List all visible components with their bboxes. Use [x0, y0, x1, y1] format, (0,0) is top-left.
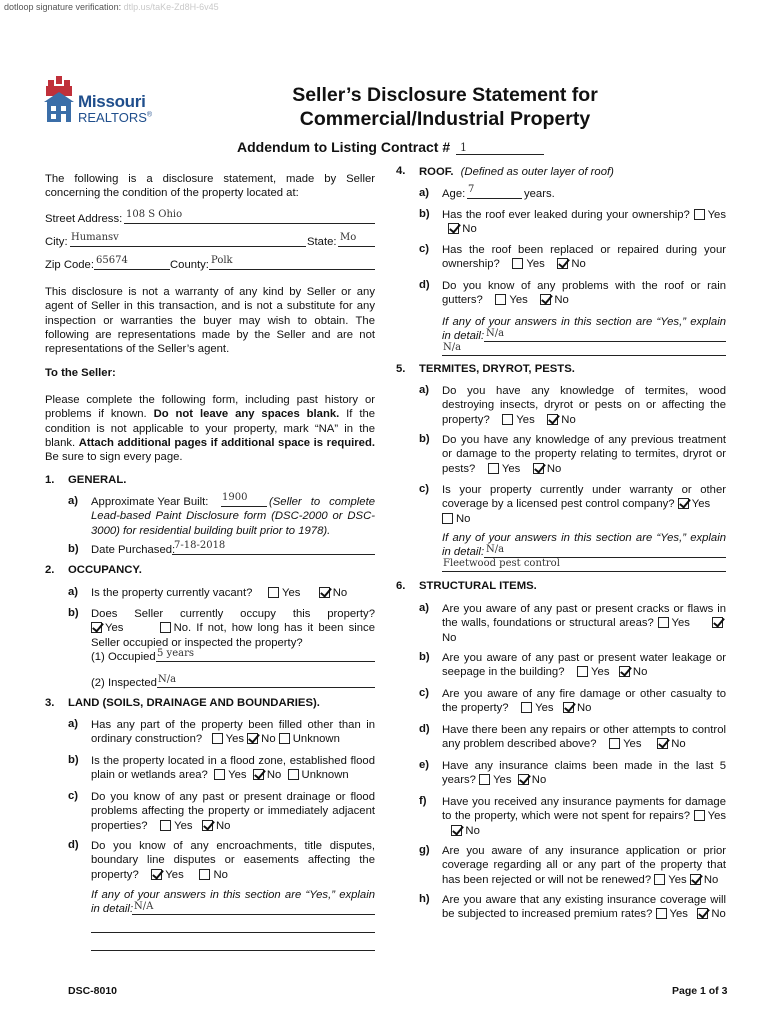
- s5-a-block: [442, 384, 726, 427]
- s6-f-question: Have you received any insurance payments for damage to the property, which were not spent for repairs?: [442, 796, 726, 823]
- s6-b-question: Are you aware of any past or present water leakage or seepage in the building?: [442, 652, 726, 679]
- s3-b-letter: b): [68, 754, 79, 766]
- s5-explain-field-1[interactable]: N/a: [486, 544, 505, 555]
- s5-b-question: Do you have any knowledge of any previous treatment or damage to the property relating to termites, dryrot or pests?: [442, 434, 726, 475]
- s3-d-no-checkbox[interactable]: [199, 869, 210, 880]
- s6-b-no-checkbox[interactable]: [619, 666, 630, 677]
- section-4-number: 4.: [396, 165, 406, 177]
- s2-a-no-checkbox[interactable]: [319, 587, 330, 598]
- s3-explain-field[interactable]: N/A: [134, 901, 154, 912]
- s6-c-no-label: No: [577, 702, 592, 715]
- instructions-d: Attach additional pages if additional space is required.: [78, 436, 376, 449]
- inspected-label: (2) Inspected: [91, 677, 157, 689]
- s4-c-yes-label: Yes: [526, 258, 545, 271]
- s5-explain-label: If any of your answers in this section are “Yes,” explain in detail:: [442, 532, 726, 559]
- s4-a-letter: a): [419, 187, 430, 199]
- contract-number-field[interactable]: 1: [460, 141, 467, 154]
- section-5-heading: TERMITES, DRYROT, PESTS.: [419, 363, 575, 375]
- s6-h-no-label: No: [711, 908, 726, 921]
- roof-age-field[interactable]: 7: [468, 184, 475, 195]
- s6-c-yes-checkbox[interactable]: [521, 702, 532, 713]
- s6-c-block: [442, 687, 726, 716]
- year-built-field[interactable]: 1900: [222, 492, 248, 503]
- s4-d-question: Do you know of any problems with the roof or rain gutters?: [442, 280, 726, 307]
- s6-e-yes-label: Yes: [493, 774, 512, 787]
- inspected-field[interactable]: N/a: [158, 674, 177, 685]
- addendum-label: Addendum to Listing Contract #: [237, 139, 451, 155]
- s5-a-letter: a): [419, 384, 430, 396]
- occupied-label: (1) Occupied: [91, 651, 156, 663]
- s6-g-block: [442, 844, 726, 887]
- logo-missouri: Missouri: [78, 92, 146, 111]
- s6-e-no-label: No: [531, 774, 547, 787]
- city-field[interactable]: Humansv: [71, 232, 119, 243]
- s4-b-no-checkbox[interactable]: [448, 223, 459, 234]
- section-4-heading: ROOF.: [419, 166, 454, 178]
- s6-f-letter: f): [419, 795, 427, 807]
- s5-a-yes-label: Yes: [516, 413, 535, 426]
- s6-e-question: Have any insurance claims been made in the last 5 years?: [442, 760, 726, 787]
- s4-a-unit: years.: [524, 188, 555, 200]
- s3-b-yes-checkbox[interactable]: [214, 769, 225, 780]
- s3-a-yes-checkbox[interactable]: [212, 733, 223, 744]
- s4-c-no-checkbox[interactable]: [557, 258, 568, 269]
- s3-a-no-label: No: [261, 733, 276, 746]
- instructions-c: If the condition is not applicable to your property, mark “NA” in the blank.: [45, 408, 376, 449]
- section-3-heading: LAND (SOILS, DRAINAGE AND BOUNDARIES).: [68, 697, 320, 709]
- s3-b-block: [91, 754, 375, 783]
- s3-d-question: Do you know of any encroachments, title disputes, boundary line disputes or easements affecting the property?: [91, 840, 375, 881]
- city-label: City:: [45, 236, 68, 248]
- s6-a-block: [442, 602, 726, 645]
- section-2-heading: OCCUPANCY.: [68, 564, 142, 576]
- s4-c-block: [442, 243, 726, 272]
- s6-a-letter: a): [419, 602, 430, 614]
- s4-b-question: Has the roof ever leaked during your ownership?: [442, 209, 690, 221]
- s3-c-question: Do you know of any past or present drainage or flood problems affecting the property or immediately adjacent properties?: [91, 791, 375, 832]
- s6-f-block: [442, 795, 726, 838]
- instructions-text: [45, 393, 375, 464]
- s5-a-no-checkbox[interactable]: [547, 414, 558, 425]
- s3-c-block: [91, 790, 375, 833]
- s6-f-no-checkbox[interactable]: [451, 825, 462, 836]
- s5-b-no-checkbox[interactable]: [533, 463, 544, 474]
- s3-d-no-label: No: [213, 868, 228, 881]
- s5-b-letter: b): [419, 433, 430, 445]
- s6-a-yes-label: Yes: [671, 617, 690, 630]
- s2-a-letter: a): [68, 586, 79, 598]
- intro-text: The following is a disclosure statement, made by Seller concerning the condition of the property located at:: [45, 173, 375, 200]
- s5-c-yes-checkbox[interactable]: [678, 498, 689, 509]
- s2-a-answers: [268, 586, 347, 600]
- missouri-realtors-logo: [44, 76, 164, 126]
- s6-d-block: [442, 723, 726, 752]
- s3-b-unknown-label: Unknown: [301, 769, 349, 782]
- s2-b-no-text: No. If not, how long has it been since Seller occupied or inspected the property?: [91, 622, 375, 649]
- s3-d-block: [91, 839, 375, 882]
- s6-h-block: [442, 893, 726, 922]
- s6-g-no-label: No: [703, 873, 719, 886]
- s5-c-yes-label: Yes: [691, 498, 711, 511]
- s6-d-no-checkbox[interactable]: [657, 738, 668, 749]
- state-label: State:: [307, 236, 337, 248]
- s1-b-letter: b): [68, 543, 79, 555]
- s6-g-yes-label: Yes: [668, 873, 687, 886]
- s2-a-no-label: No: [332, 587, 348, 599]
- s6-a-yes-checkbox[interactable]: [658, 617, 669, 628]
- s6-h-question: Are you aware that any existing insurance coverage will be subjected to increased premium rates?: [442, 894, 726, 921]
- section-6-heading: STRUCTURAL ITEMS.: [419, 580, 537, 592]
- section-3-number: 3.: [45, 697, 55, 709]
- s1-b-label: Date Purchased:: [91, 544, 176, 556]
- s6-c-question: Are you aware of any fire damage or other casualty to the property?: [442, 688, 726, 715]
- instructions-e: Be sure to sign every page.: [45, 451, 183, 464]
- s6-d-yes-label: Yes: [623, 738, 642, 751]
- s3-explain-label: If any of your answers in this section are “Yes,” explain in detail:: [91, 889, 375, 916]
- s5-c-question: Is your property currently under warranty or other coverage by a licensed pest control company?: [442, 484, 726, 511]
- s3-b-unknown-checkbox[interactable]: [288, 769, 299, 780]
- s4-c-no-label: No: [571, 258, 586, 271]
- s6-b-letter: b): [419, 651, 430, 663]
- s5-b-yes-label: Yes: [501, 462, 521, 475]
- zip-label: Zip Code:: [45, 259, 94, 271]
- s6-a-question: Are you aware of any past or present cracks or flaws in the walls, foundations or structural areas?: [442, 603, 726, 630]
- verification-link[interactable]: dtlp.us/taKe-Zd8H-6v45: [123, 2, 219, 12]
- title-line-1: Seller’s Disclosure Statement for: [292, 84, 598, 106]
- s4-d-block: [442, 279, 726, 308]
- s6-e-block: [442, 759, 726, 788]
- section-6-number: 6.: [396, 580, 406, 592]
- addendum-heading: [237, 139, 450, 155]
- state-field[interactable]: Mo: [340, 232, 357, 243]
- s3-c-letter: c): [68, 790, 79, 802]
- street-field[interactable]: 108 S Ohio: [126, 209, 183, 220]
- section-4-note: (Defined as outer layer of roof): [460, 166, 614, 178]
- date-purchased-field[interactable]: 7-18-2018: [174, 540, 226, 551]
- s6-g-letter: g): [419, 844, 430, 856]
- s3-a-yes-label: Yes: [225, 733, 245, 746]
- page-number: Page 1 of 3: [672, 985, 728, 997]
- warranty-text: This disclosure is not a warranty of any kind by Seller or any agent of Seller in this transaction, and is not a substitute for any inspection or warranties the buyer may wish to obtain. The following are representations made by the Seller and are not representations of the Seller’s agent.: [45, 286, 375, 356]
- section-4-heading-row: [419, 165, 614, 179]
- s5-c-no-checkbox[interactable]: [442, 513, 453, 524]
- instructions-b: Do not leave any spaces blank.: [153, 408, 340, 421]
- s6-d-letter: d): [419, 723, 430, 735]
- s1-a-note-text: (Seller to complete Lead-based Paint Disclosure form (DSC-2000 or DSC-3000) for residential building built prior to 1978).: [91, 496, 375, 537]
- s3-b-no-label: No: [266, 769, 282, 782]
- s3-a-unknown-label: Unknown: [292, 733, 340, 746]
- s5-b-yes-checkbox[interactable]: [488, 463, 499, 474]
- s6-f-yes-label: Yes: [707, 810, 727, 823]
- s4-c-question: Has the roof been replaced or repaired during your ownership?: [442, 244, 726, 271]
- s6-h-no-checkbox[interactable]: [697, 908, 708, 919]
- s6-d-yes-checkbox[interactable]: [609, 738, 620, 749]
- s6-e-yes-checkbox[interactable]: [479, 774, 490, 785]
- section-5-number: 5.: [396, 363, 406, 375]
- s3-d-yes-label: Yes: [165, 868, 184, 881]
- s6-b-no-label: No: [632, 666, 648, 679]
- s6-g-question: Are you aware of any insurance application or prior coverage regarding all or any part of the property that has been rejected or will not be renewed?: [442, 845, 726, 886]
- s3-d-letter: d): [68, 839, 79, 851]
- s1-a-letter: a): [68, 495, 79, 507]
- street-label: Street Address:: [45, 213, 123, 225]
- s3-b-question: Is the property located in a flood zone, established flood plain or wetlands area?: [91, 755, 375, 782]
- s4-c-letter: c): [419, 243, 430, 255]
- s2-b-letter: b): [68, 607, 79, 619]
- s5-explain-field-2[interactable]: Fleetwood pest control: [443, 558, 560, 569]
- s3-a-question: Has any part of the property been filled other than in ordinary construction?: [91, 719, 375, 746]
- s6-b-yes-checkbox[interactable]: [577, 666, 588, 677]
- s5-c-block: [442, 483, 726, 526]
- page-title: [240, 83, 650, 131]
- to-seller-heading: To the Seller:: [45, 367, 116, 379]
- s3-a-unknown-checkbox[interactable]: [279, 733, 290, 744]
- s4-d-no-label: No: [554, 294, 569, 307]
- s6-h-yes-label: Yes: [669, 908, 688, 921]
- s3-d-yes-checkbox[interactable]: [151, 869, 162, 880]
- s1-a-note: [91, 495, 375, 538]
- s4-d-no-checkbox[interactable]: [540, 294, 551, 305]
- s2-b-yes-label: Yes: [105, 622, 124, 635]
- s4-a-label: Age:: [442, 188, 466, 200]
- s4-explain-field-2[interactable]: N/a: [443, 342, 462, 353]
- verification-line: [4, 2, 219, 12]
- s2-b-question: Does Seller currently occupy this property?: [91, 608, 375, 620]
- title-line-2: Commercial/Industrial Property: [299, 108, 591, 130]
- s3-c-no-label: No: [215, 819, 231, 832]
- s4-d-yes-label: Yes: [509, 294, 528, 307]
- house-logo-icon: [44, 76, 74, 126]
- s4-c-yes-checkbox[interactable]: [512, 258, 523, 269]
- s6-a-no-checkbox[interactable]: [712, 617, 723, 628]
- form-id: DSC-8010: [68, 985, 118, 997]
- s3-a-letter: a): [68, 718, 79, 730]
- s6-c-letter: c): [419, 687, 430, 699]
- s5-a-question: Do you have any knowledge of termites, wood destroying insects, dryrot or pests on or affecting the property?: [442, 385, 726, 426]
- s6-b-block: [442, 651, 726, 680]
- s5-a-yes-checkbox[interactable]: [502, 414, 513, 425]
- instructions-a: Please complete the following form, including past history or problems if known.: [45, 394, 375, 421]
- zip-field[interactable]: 65674: [96, 255, 128, 266]
- s2-a-question: Is the property currently vacant?: [91, 587, 253, 599]
- s6-d-question: Have there been any repairs or other attempts to control any problem described above?: [442, 724, 726, 751]
- logo-realtors: REALTORS®: [78, 110, 153, 125]
- s5-c-no-label: No: [456, 512, 471, 525]
- s4-d-yes-checkbox[interactable]: [495, 294, 506, 305]
- s2-a-yes-label: Yes: [282, 587, 301, 599]
- s3-b-no-checkbox[interactable]: [253, 769, 264, 780]
- s3-c-yes-checkbox[interactable]: [160, 820, 171, 831]
- s6-g-yes-checkbox[interactable]: [654, 874, 665, 885]
- s4-explain-label: If any of your answers in this section are “Yes,” explain in detail:: [442, 316, 726, 343]
- s2-b-block: [91, 607, 375, 650]
- section-1-number: 1.: [45, 474, 55, 486]
- county-label: County:: [170, 259, 209, 271]
- s4-b-yes-checkbox[interactable]: [694, 209, 705, 220]
- s6-h-yes-checkbox[interactable]: [656, 908, 667, 919]
- section-1-heading: GENERAL.: [68, 474, 127, 486]
- s6-b-yes-label: Yes: [591, 666, 610, 679]
- s6-g-no-checkbox[interactable]: [690, 874, 701, 885]
- s6-d-no-label: No: [671, 738, 686, 751]
- s4-explain-field-1[interactable]: N/a: [486, 328, 505, 339]
- s4-b-letter: b): [419, 208, 430, 220]
- s4-b-yes-label: Yes: [707, 209, 726, 221]
- section-2-number: 2.: [45, 564, 55, 576]
- occupied-field[interactable]: 5 years: [157, 648, 194, 659]
- logo-realtors-text: REALTORS: [78, 110, 147, 125]
- s4-b-no-label: No: [462, 223, 477, 236]
- s2-b-yes-checkbox[interactable]: [91, 622, 102, 633]
- s3-c-yes-label: Yes: [174, 819, 193, 832]
- s6-a-no-label: No: [442, 631, 457, 644]
- s5-a-no-label: No: [561, 413, 576, 426]
- s3-b-yes-label: Yes: [228, 769, 247, 782]
- s4-d-letter: d): [419, 279, 430, 291]
- verification-label: dotloop signature verification:: [4, 2, 122, 12]
- s3-a-no-checkbox[interactable]: [247, 733, 258, 744]
- s2-a-yes-checkbox[interactable]: [268, 587, 279, 598]
- s6-c-no-checkbox[interactable]: [563, 702, 574, 713]
- s5-b-block: [442, 433, 726, 476]
- s6-f-no-label: No: [465, 824, 480, 837]
- s1-a-label: Approximate Year Built:: [91, 496, 209, 508]
- s6-e-no-checkbox[interactable]: [518, 774, 529, 785]
- s3-a-block: [91, 718, 375, 747]
- s6-h-letter: h): [419, 893, 430, 905]
- county-field[interactable]: Polk: [211, 255, 233, 266]
- s6-e-letter: e): [419, 759, 430, 771]
- s4-b-block: [442, 208, 726, 237]
- s6-f-yes-checkbox[interactable]: [694, 810, 705, 821]
- s3-c-no-checkbox[interactable]: [202, 820, 213, 831]
- s5-b-no-label: No: [546, 462, 562, 475]
- s2-b-no-checkbox[interactable]: [160, 622, 171, 633]
- s6-c-yes-label: Yes: [535, 702, 554, 715]
- s5-c-letter: c): [419, 483, 430, 495]
